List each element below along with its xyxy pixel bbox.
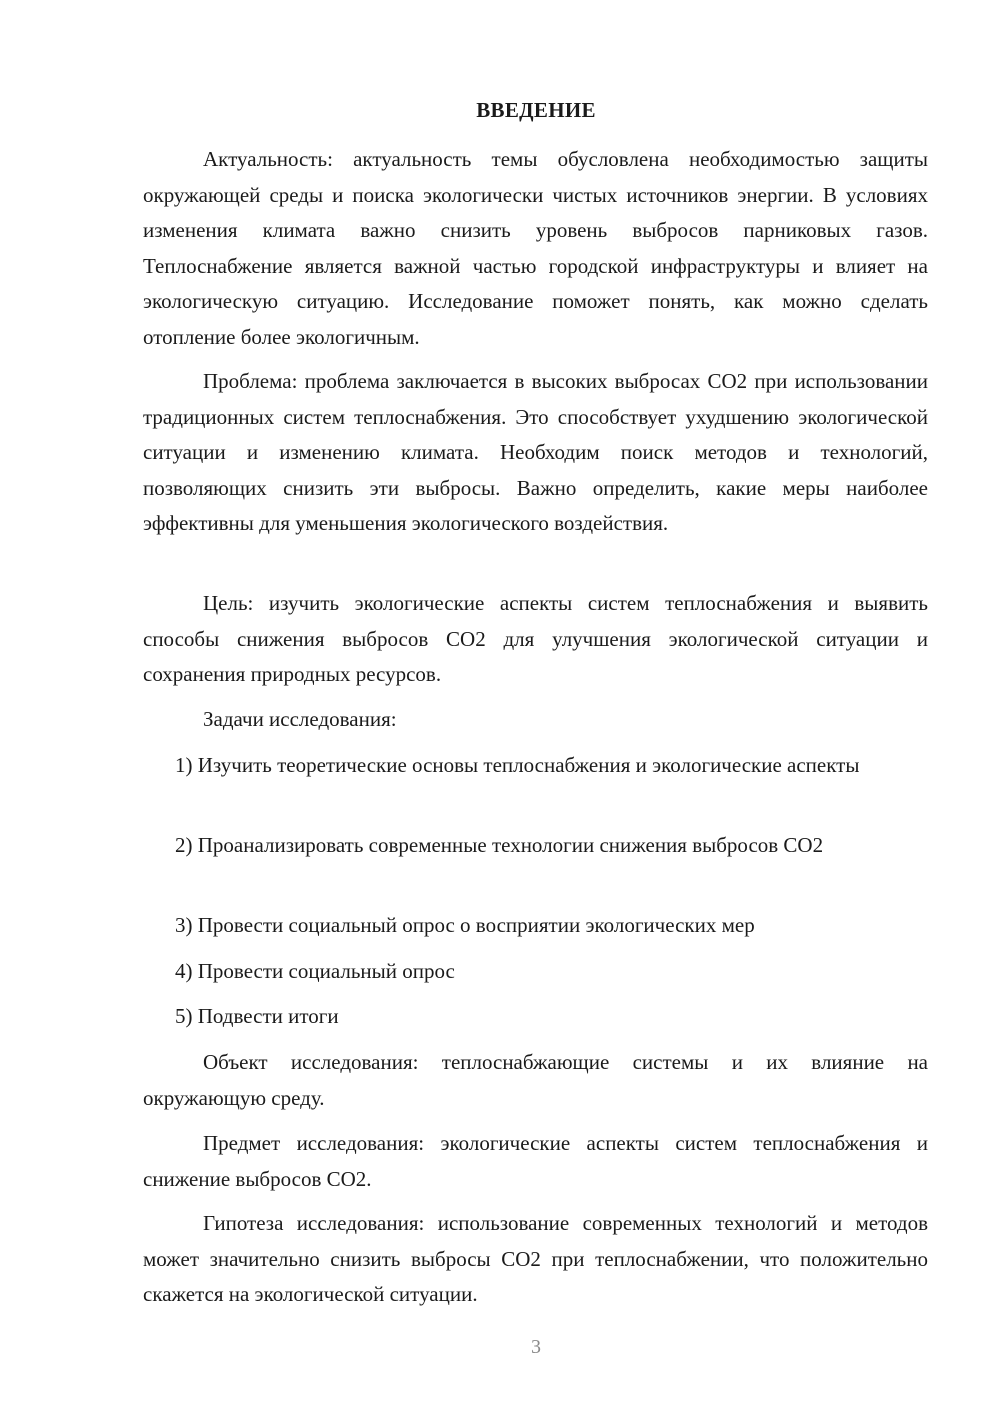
relevance-paragraph: Актуальность: актуальность темы обусловлена необходимостью защиты окружающей среды и поиска экологически чистых источников энергии. В условиях изменения климата важно снизить уровень выбросов парниковых газов. Теплоснабжение является важной частью городской инфраструктуры и влияет на экологическую ситуацию. Исследование поможет понять, как можно сделать отопление более экологичным. bbox=[143, 147, 928, 349]
goal-paragraph: Цель: изучить экологические аспекты систем теплоснабжения и выявить способы снижения выбросов CO2 для улучшения экологической ситуации и сохранения природных ресурсов. bbox=[143, 591, 928, 686]
task-item-4: 4) Провести социальный опрос bbox=[175, 959, 455, 983]
task-item-2: 2) Проанализировать современные технологии снижения выбросов CO2 bbox=[175, 833, 824, 857]
object-paragraph: Объект исследования: теплоснабжающие системы и их влияние на окружающую среду. bbox=[143, 1050, 928, 1110]
hypothesis-paragraph: Гипотеза исследования: использование современных технологий и методов может значительно снизить выбросы CO2 при теплоснабжении, что положительно скажется на экологической ситуации. bbox=[143, 1211, 928, 1306]
task-item-5: 5) Подвести итоги bbox=[175, 1004, 339, 1028]
problem-paragraph: Проблема: проблема заключается в высоких выбросах CO2 при использовании традиционных систем теплоснабжения. Это способствует ухудшению экологической ситуации и изменению климата. Необходим поиск методов и технологий, позволяющих снизить эти выбросы. Важно определить, какие меры наиболее эффективны для уменьшения экологического воздействия. bbox=[143, 369, 928, 535]
page-title: ВВЕДЕНИЕ bbox=[476, 98, 596, 122]
task-item-1: 1) Изучить теоретические основы теплоснабжения и экологические аспекты bbox=[175, 753, 860, 777]
subject-paragraph: Предмет исследования: экологические аспекты систем теплоснабжения и снижение выбросов CO2. bbox=[143, 1131, 928, 1191]
task-item-3: 3) Провести социальный опрос о восприятии экологических мер bbox=[175, 913, 755, 937]
page-number: 3 bbox=[531, 1336, 541, 1358]
tasks-heading: Задачи исследования: bbox=[203, 707, 397, 731]
